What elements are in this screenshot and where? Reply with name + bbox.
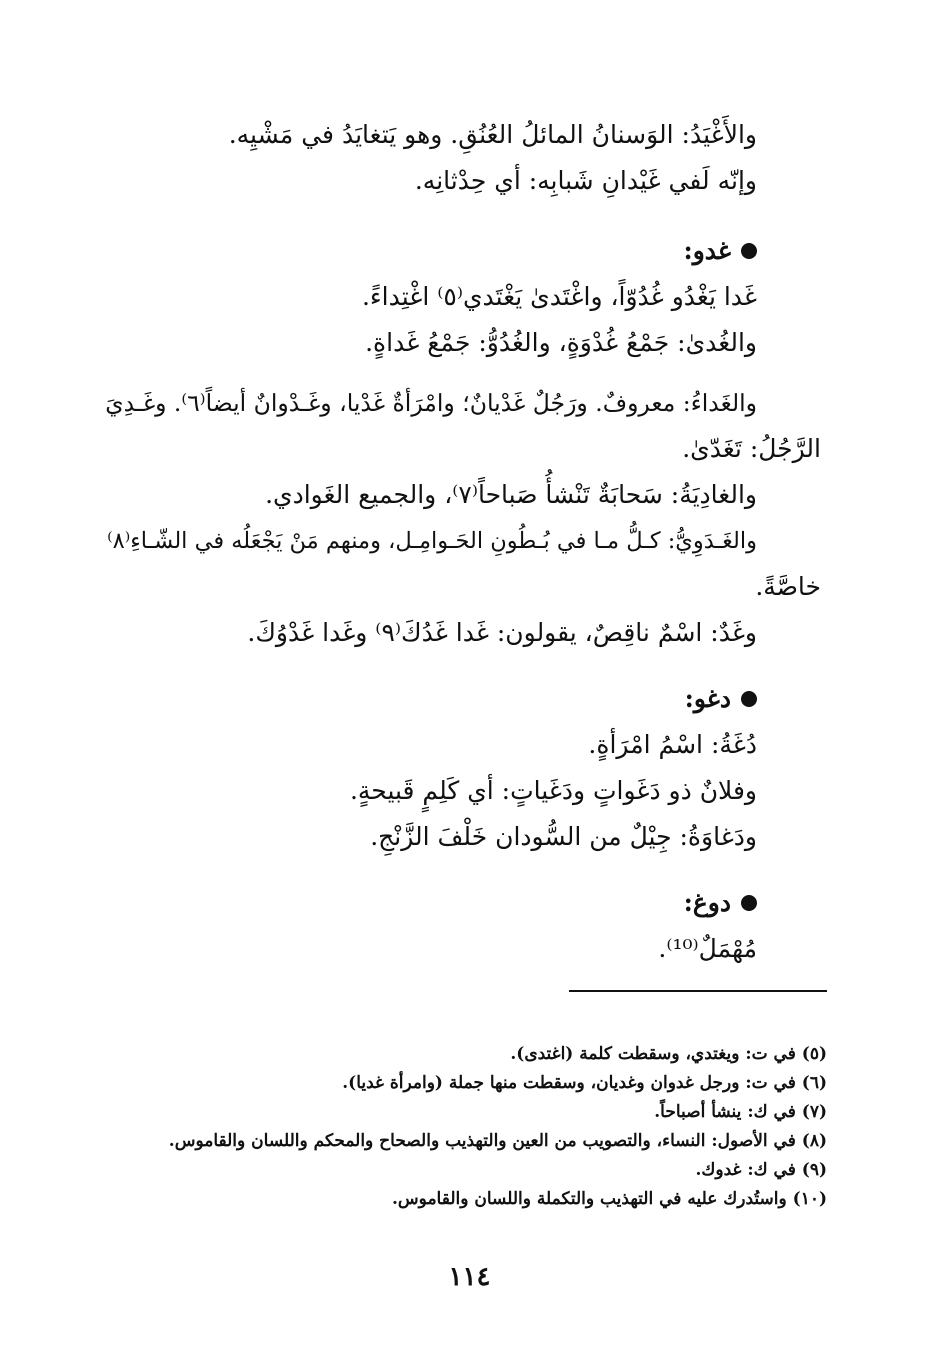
entry-line: دُغَةُ: اسْمُ امْرَأةٍ.: [588, 730, 757, 759]
footnote: (١٠) واستُدرك عليه في التهذيب والتكملة واللسان والقاموس.: [392, 1189, 827, 1209]
entry-line: وفلانٌ ذو دَغَواتٍ ودَغَياتٍ: أي كَلِمٍ قَبيحةٍ.: [349, 776, 757, 805]
main-text: [100, 112, 821, 972]
bullet-icon: [741, 243, 757, 259]
footnotes: [80, 1040, 827, 1214]
entry-line: والغادِيَةُ: سَحابَةٌ تَنْشأُ صَباحاً⁽٧⁾، والجميع الغَوادي.: [265, 480, 757, 509]
entry-line: والأَغْيَدُ: الوَسنانُ المائلُ العُنُقِ. وهو يَتغايَدُ في مَشْيِه.: [228, 120, 757, 149]
entry-line: مُهْمَلٌ⁽¹⁰⁾.: [658, 934, 757, 963]
footnote: (٩) في ك: غدوك.: [695, 1160, 827, 1180]
entry-line: ودَغاوَةُ: جِيْلٌ من السُّودان خَلْفَ الزَّنْجِ.: [370, 822, 757, 851]
entry-line: والغَداءُ: معروفٌ. ورَجُلٌ غَدْيانٌ؛ وامْرَأةٌ غَدْيا، وغَـدْوانٌ أيضاً⁽٦⁾. وغَـدِيَ: [105, 389, 757, 417]
root-heading-label: غدو:: [683, 236, 731, 265]
root-heading-label: دغو:: [684, 684, 731, 713]
entry-line: غَدا يَغْدُو غُدُوّاً، واغْتَدىٰ يَغْتَدي⁽٥⁾ اغْتِداءً.: [361, 282, 757, 311]
root-heading-ghadw: [100, 228, 821, 274]
footnote-divider: [569, 990, 827, 992]
entry-line: والغُدىٰ: جَمْعُ غُدْوَةٍ، والغُدُوُّ: جَمْعُ غَداةٍ.: [365, 328, 757, 357]
entry-line: وإنّه لَفي غَيْدانِ شَبابِه: أي حِدْثانِه.: [414, 166, 757, 195]
bullet-icon: [741, 691, 757, 707]
page-number: ١١٤: [448, 1262, 491, 1292]
root-heading-daghw: [100, 676, 821, 722]
entry-line: الرَّجُلُ: تَغَدّىٰ.: [682, 434, 821, 463]
entry-line: والغَـدَوِيُّ: كـلُّ مـا في بُـطُونِ الحَـوامِـل، ومنهم مَنْ يَجْعَلُه في الشّـاءِ⁽٨⁾: [107, 528, 757, 554]
root-heading-label: دوغ:: [683, 888, 731, 917]
footnote: (٦) في ت: ورجل غدوان وغديان، وسقطت منها جملة (وامرأة غديا).: [342, 1073, 827, 1093]
footnote: (٧) في ك: ينشأ أصباحاً.: [654, 1102, 827, 1122]
root-heading-dawgh: [100, 880, 821, 926]
footnote: (٥) في ت: ويغتدي، وسقطت كلمة (اغتدى).: [510, 1044, 827, 1064]
entry-line: خاصَّةً.: [755, 572, 821, 601]
footnote: (٨) في الأصول: النساء، والتصويب من العين والتهذيب والصحاح والمحكم واللسان والقاموس.: [168, 1131, 827, 1151]
bullet-icon: [741, 895, 757, 911]
entry-line: وغَدٌ: اسْمٌ ناقِصٌ، يقولون: غَدا غَدُكَ⁽٩⁾ وغَدا غَدْوُكَ.: [247, 618, 757, 647]
